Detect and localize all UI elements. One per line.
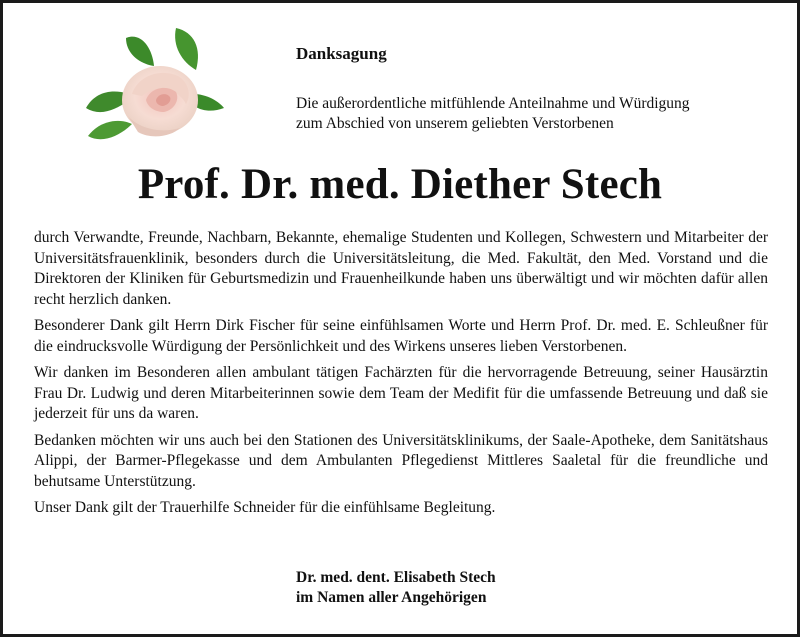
signature-block (296, 568, 496, 608)
intro-line: Die außerordentliche mitfühlende Anteilnahme und Würdigung (296, 95, 690, 112)
paragraph: Wir danken im Besonderen allen ambulant tätigen Fachärzten für die hervorragende Betreuung, seiner Hausärztin Frau Dr. Ludwig und deren Mitarbeiterinnen sowie dem Team der Medifit für die umfassende Betreuung und daß sie jederzeit für uns da waren. (34, 364, 768, 422)
signature-line: Dr. med. dent. Elisabeth Stech (296, 569, 496, 586)
rose-image (68, 24, 228, 146)
signature-line: im Namen aller Angehörigen (296, 589, 487, 606)
paragraph: Bedanken möchten wir uns auch bei den Stationen des Universitätsklinikums, der Saale-Apotheke, dem Sanitätshaus Alippi, der Barmer-Pflegekasse und dem Ambulanten Pflegedienst Mittleres Saaletal für die freundliche und behutsame Unterstützung. (34, 431, 768, 490)
paragraph: Unser Dank gilt der Trauerhilfe Schneider für die einfühlsame Begleitung. (34, 499, 496, 516)
intro-line: zum Abschied von unserem geliebten Verstorbenen (296, 115, 614, 132)
paragraph: durch Verwandte, Freunde, Nachbarn, Bekannte, ehemalige Studenten und Kollegen, Schwestern und Mitarbeiter der Universitätsfrauenklinik, besonders durch die Universitätsleitung, die Med. Fakultät, den Med. Vorstand und die Direktoren der Kliniken für Geburtsmedizin und Frauenheilkunde haben uns überwältigt und wir möchten dafür allen recht herzlich danken. (34, 229, 768, 308)
body-text (34, 228, 768, 525)
deceased-name: Prof. Dr. med. Diether Stech (137, 161, 663, 208)
paragraph: Besonderer Dank gilt Herrn Dirk Fischer für seine einfühlsamen Worte und Herrn Prof. Dr. med. E. Schleußner für die eindrucksvolle Würdigung der Persönlichkeit und des Wirkens unseres lieben Verstorbenen. (34, 317, 768, 355)
heading-title: Danksagung (296, 44, 387, 63)
intro-text (296, 94, 776, 134)
